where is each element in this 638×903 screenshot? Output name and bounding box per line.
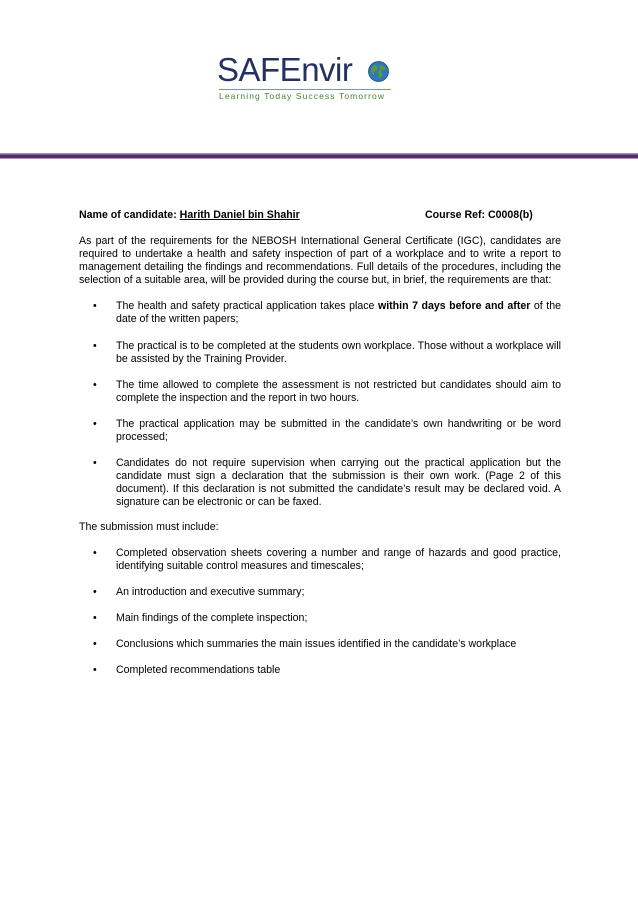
- bullet-icon: •: [93, 339, 97, 352]
- safenviro-logo: [217, 52, 395, 102]
- document-body: [79, 209, 561, 677]
- list-item: • Main findings of the complete inspection;: [93, 611, 308, 624]
- bullet-icon: •: [93, 378, 97, 391]
- logo-tagline: Learning Today Success Tomorrow: [219, 91, 386, 101]
- list-item: • The practical application may be submitted in the candidate’s own handwriting or be word processed;: [93, 417, 561, 444]
- bullet-icon: •: [93, 457, 97, 470]
- list-item: • An introduction and executive summary;: [93, 585, 305, 598]
- candidate-name: Harith Daniel bin Shahir: [179, 209, 300, 221]
- list-item: • Completed recommendations table: [93, 664, 281, 677]
- globe-icon: [368, 61, 389, 82]
- bullet-icon: •: [93, 637, 97, 650]
- list-item: • The health and safety practical application takes place within 7 days before and after of the date of the written papers;: [93, 300, 561, 326]
- course-ref: Course Ref: C0008(b): [425, 209, 533, 221]
- list-item: • Candidates do not require supervision when carrying out the practical application but the candidate must sign a declaration that the submission is their own work. (Page 2 of this document). If this declaration is not submitted the candidate’s result may be declared void. A signature can be electronic or can be faxed.: [93, 457, 561, 509]
- name-label: Name of candidate:: [79, 209, 177, 221]
- list-item: • Completed observation sheets covering a number and range of hazards and good practice, identifying suitable control measures and timescales;: [93, 546, 561, 572]
- bullet-icon: •: [93, 300, 97, 313]
- intro-paragraph: As part of the requirements for the NEBOSH International General Certificate (IGC), candidates are required to undertake a health and safety inspection of part of a workplace and to write a report to management detailing the findings and recommendations. Full details of the procedures, including the selection of a suitable area, will be provided during the course but, in brief, the requirements are that:: [79, 235, 561, 287]
- list-item: • The practical is to be completed at the students own workplace. Those without a workplace will be assisted by the Training Provider.: [93, 339, 561, 365]
- tagline-rule: [219, 89, 391, 90]
- bullet-icon: •: [93, 585, 97, 598]
- emphasis-text: within 7 days before and after: [377, 300, 531, 313]
- requirements-list: [79, 300, 561, 509]
- bullet-icon: •: [93, 417, 97, 430]
- submission-heading: The submission must include:: [79, 520, 219, 533]
- bullet-icon: •: [93, 546, 97, 559]
- candidate-info-row: [79, 209, 561, 223]
- list-item: • Conclusions which summaries the main issues identified in the candidate’s workplace: [93, 637, 517, 650]
- header-band: [0, 153, 638, 159]
- logo-wordmark: SAFEnvir: [217, 51, 353, 88]
- submission-list: [79, 547, 561, 678]
- bullet-icon: •: [93, 664, 97, 677]
- list-item: • The time allowed to complete the assessment is not restricted but candidates should aim to complete the inspection and the report in two hours.: [93, 378, 561, 404]
- bullet-icon: •: [93, 611, 97, 624]
